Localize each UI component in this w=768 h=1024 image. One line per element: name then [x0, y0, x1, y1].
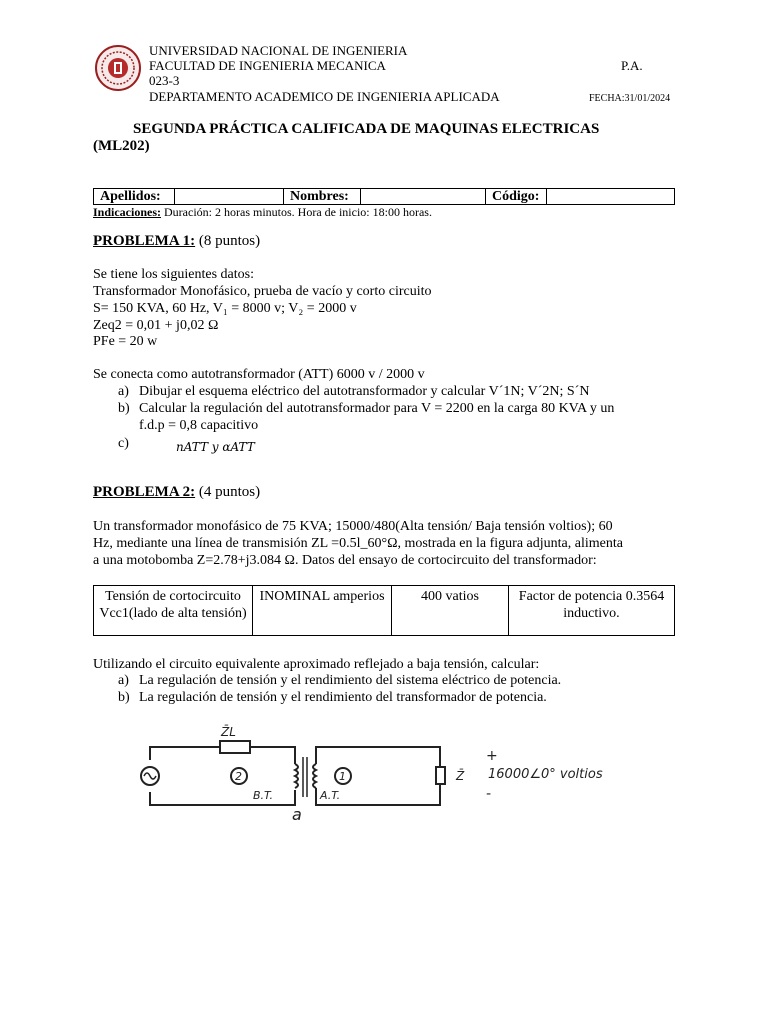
- source-voltage: 16000∠0° voltios: [488, 767, 603, 782]
- wire-left-top: [150, 747, 220, 760]
- problem1-b-text2: f.d.p = 0,8 capacitivo: [139, 418, 259, 433]
- name-field[interactable]: [361, 189, 486, 205]
- problem2-heading: [93, 484, 260, 501]
- course-code: (ML202): [93, 138, 150, 154]
- problem1-heading: [93, 233, 260, 250]
- university-seal-logo: [94, 44, 142, 92]
- indications-text: Duración: 2 horas minutos. Hora de inicio: 18:00 horas.: [161, 205, 432, 219]
- indications: [93, 205, 432, 220]
- wire-left-bottom: [150, 790, 295, 805]
- problem2-line4: Utilizando el circuito equivalente aproximado reflejado a baja tensión, calcular:: [93, 657, 540, 672]
- problem1-line3: S= 150 KVA, 60 Hz, V₁ = 8000 v; V₂ = 2000 v: [93, 301, 357, 316]
- turns-ratio-label: a: [292, 805, 302, 824]
- code-field[interactable]: [547, 189, 675, 205]
- department-name: DEPARTAMENTO ACADEMICO DE INGENIERIA APLICADA: [149, 89, 500, 104]
- node1-label: 1: [339, 770, 346, 783]
- name-label: Nombres:: [284, 189, 361, 205]
- problem2-title: PROBLEMA 2:: [93, 484, 196, 500]
- surname-field[interactable]: [175, 189, 284, 205]
- problem1-line2: Transformador Monofásico, prueba de vacío y corto circuito: [93, 284, 432, 299]
- period-label: P.A.: [621, 58, 643, 73]
- problem2-line2: Hz, mediante una línea de transmisión ZL =0.5l_60°Ω, mostrada en la figura adjunta, alimenta: [93, 536, 623, 551]
- problem2-b-text: La regulación de tensión y el rendimiento del transformador de potencia.: [139, 690, 547, 705]
- problem2-points: (4 puntos): [195, 484, 261, 500]
- hv-coil: [313, 764, 316, 788]
- short-circuit-test-table: [93, 585, 675, 636]
- student-id-table: [93, 188, 675, 205]
- problem2-a-text: La regulación de tensión y el rendimiento del sistema eléctrico de potencia.: [139, 673, 562, 688]
- load-z-label: Z̄: [456, 769, 465, 783]
- lv-coil: [295, 764, 298, 788]
- zl-label: Z̄L: [221, 725, 236, 739]
- problem2-b-letter: b): [118, 690, 130, 705]
- university-name: UNIVERSIDAD NACIONAL DE INGENIERIA: [149, 43, 408, 58]
- problem1-b-letter: b): [118, 401, 130, 416]
- exam-title: SEGUNDA PRÁCTICA CALIFICADA DE MAQUINAS ELECTRICAS: [133, 121, 600, 137]
- wire-mid-top: [250, 747, 295, 764]
- problem1-title: PROBLEMA 1:: [93, 233, 196, 249]
- cell-power: 400 vatios: [392, 586, 509, 636]
- problem1-points: (8 puntos): [195, 233, 261, 249]
- indications-label: Indicaciones:: [93, 205, 162, 219]
- cell-short-circuit-voltage: Tensión de cortocircuito Vcc1(lado de alta tensión): [94, 586, 253, 636]
- at-label: A.T.: [320, 789, 341, 802]
- problem2-line1: Un transformador monofásico de 75 KVA; 15000/480(Alta tensión/ Baja tensión voltios); 60: [93, 519, 613, 534]
- cell-nominal-current: INOMINAL amperios: [253, 586, 392, 636]
- load-impedance-symbol: [436, 767, 445, 784]
- problem1-c-letter: c): [118, 436, 129, 451]
- minus-sign: -: [486, 786, 492, 802]
- plus-sign: +: [486, 748, 498, 764]
- problem1-line4: Zeq2 = 0,01 + j0,02 Ω: [93, 318, 219, 333]
- exam-date: FECHA:31/01/2024: [589, 93, 671, 104]
- problem1-line1: Se tiene los siguientes datos:: [93, 267, 254, 282]
- cell-power-factor: Factor de potencia 0.3564 inductivo.: [509, 586, 675, 636]
- problem1-c-text: nATT y αATT: [176, 440, 255, 454]
- problem2-a-letter: a): [118, 673, 129, 688]
- problem1-a-letter: a): [118, 384, 129, 399]
- node2-label: 2: [235, 770, 242, 783]
- circuit-diagram: [130, 712, 630, 827]
- problem2-line3: a una motobomba Z=2.78+j3.084 Ω. Datos del ensayo de cortocircuito del transformador:: [93, 553, 597, 568]
- problem1-a-text: Dibujar el esquema eléctrico del autotransformador y calcular V´1N; V´2N; S´N: [139, 384, 590, 399]
- wire-right-top: [316, 747, 440, 767]
- line-impedance-symbol: [220, 741, 250, 753]
- bt-label: B.T.: [253, 789, 273, 802]
- period-code: 023-3: [149, 73, 180, 88]
- problem1-line6: Se conecta como autotransformador (ATT) 6000 v / 2000 v: [93, 367, 425, 382]
- faculty-name: FACULTAD DE INGENIERIA MECANICA: [149, 58, 386, 73]
- problem1-line5: PFe = 20 w: [93, 334, 158, 349]
- problem1-b-text1: Calcular la regulación del autotransformador para V = 2200 en la carga 80 KVA y un: [139, 401, 615, 416]
- code-label: Código:: [486, 189, 547, 205]
- surname-label: Apellidos:: [94, 189, 175, 205]
